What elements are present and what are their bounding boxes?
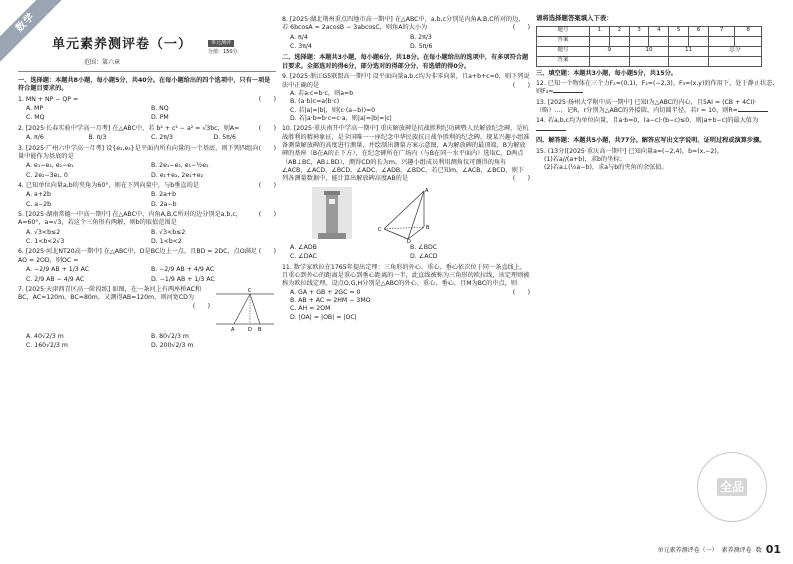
option: C. ∠DAC: [290, 253, 317, 261]
section-1-title: 一、选择题：本题共8小题，每小题5分，共40分。在每小题给出的四个选项中，只有一项是符合题目要求的。: [18, 77, 271, 93]
option: A. 40√2/3 m: [26, 332, 64, 340]
answer-cell[interactable]: [590, 36, 610, 46]
question-12: [536, 80, 782, 97]
section-2-title: 二、选择题：本题共3小题，每小题6分，共18分。在每小题给出的选项中，有多项符合题目要求。全部选对的得6分，部分选对的得部分分，有选错的得0分。: [282, 54, 529, 70]
option: A. MP: [26, 105, 44, 113]
scope-text: 范围：第六章: [84, 59, 121, 66]
option: C. 160√2/3 m: [26, 342, 68, 350]
option: D. e₁+e₂, 2e₁+e₂: [151, 171, 204, 179]
option: A. e₁−e₂, e₂−e₁: [26, 162, 74, 170]
monument-photo: [312, 187, 352, 239]
answer-cell[interactable]: [735, 36, 762, 46]
table-cell: 2: [609, 26, 629, 36]
label-b: B: [258, 326, 262, 332]
option: A. −2/9 AB + 1/3 AC: [26, 266, 90, 274]
question-4: [18, 182, 276, 209]
question-stem: 5. [2025·湖南常德一中高一期中] 在△ABC中，内角A,B,C所对的边分别是a,b,c，A=60°，a=√3，若这个三角形有两解，则b的取值范围是: [18, 211, 242, 227]
answer-table-title: 请将选择题答案填入下表：: [536, 14, 613, 22]
option: A. π/4: [290, 33, 308, 41]
section-4-title: 四、解答题：本题共5小题，共77分。解答应写出文字说明、证明过程或演算步骤。: [536, 137, 766, 145]
question-14: [536, 117, 782, 134]
score-badge: 单元测评: [208, 40, 234, 47]
option: C. 1<b<2√3: [26, 238, 65, 246]
footer-label: 单元素养测评卷（一）: [657, 546, 718, 554]
option: C. 2π/3: [151, 134, 173, 142]
option: A. ∠ADB: [290, 243, 317, 251]
answer-paren: ( ): [192, 302, 210, 310]
option: D. 200√2/3 m: [151, 342, 194, 350]
table-cell: 1: [590, 26, 610, 36]
option: D. −1/9 AB + 1/3 AC: [151, 275, 215, 283]
question-stem: 1. MN + NP − QP =: [18, 95, 79, 103]
answer-cell[interactable]: [708, 36, 734, 46]
option: C. 2/9 AB − 4/9 AC: [26, 275, 85, 283]
table-cell: 4: [649, 26, 669, 36]
option: B. −2/9 AB + 4/9 AC: [151, 266, 215, 274]
question-stem: 10. [2025·重庆南开中学高一期中] 重庆解放碑是抗战胜利纪功碑暨人民解放纪念碑，是抗战胜利的精神象征，是全国唯一一座纪念中华民族抗日战争胜利的纪念碑。现某兴趣小组准备测量解放碑的高度进行测量，并绘制出测量方案示意图，A为解放碑的最顶端，B为解放碑的基座（B在A的正下方），在纪念碑所在广场内（与B在同一水平面内）选取C，D两点（AB⊥BC，AB⊥BD），测得CD的长为m。兴趣小组成员利用测角仪可测得的角有∠ACB，∠ACD，∠BCD，∠ADC，∠ADB，∠BDC，若已知m，∠ACB，∠BCD，则下列各测量数据中，能计算出解放碑高度AB的是: [282, 125, 530, 183]
blank-line[interactable]: [536, 130, 566, 131]
label-c: C: [248, 287, 252, 294]
question-stem: 12. 已知一个物体在三个力F₁=(0,1)，F₂=(−2,3)，F₃=(x,y)的作用下，处于静止状态，则F₃=: [536, 80, 779, 96]
answer-cell[interactable]: [609, 36, 629, 46]
table-row: [537, 46, 762, 56]
blank-line[interactable]: [553, 92, 583, 93]
table-row: [537, 36, 762, 46]
option: D. 1<b<2: [151, 238, 182, 246]
question-5: [18, 211, 276, 246]
footer-book: 素养测评卷: [721, 546, 752, 554]
question-part: (1)若a//(a+b)，求b的坐标；: [544, 155, 626, 163]
answer-table: [536, 26, 762, 67]
answer-cell[interactable]: [669, 36, 689, 46]
question-9: [282, 73, 530, 123]
label-a: A: [231, 326, 235, 332]
option: A. √3<b≤2: [26, 228, 61, 236]
table-cell: 9: [590, 46, 630, 56]
answer-paren: ( ): [258, 181, 276, 189]
column-right: [536, 14, 782, 173]
table-cell: 5: [669, 26, 689, 36]
answer-paren: ( ): [512, 175, 530, 183]
label-d: D: [407, 238, 411, 243]
option: B. 2e₁−e₂, e₁−½e₂: [151, 162, 209, 170]
answer-paren: ( ): [512, 288, 530, 296]
table-cell: 8: [735, 26, 762, 36]
column-middle: [282, 14, 530, 322]
table-cell: 6: [689, 26, 709, 36]
page-title: 单元素养测评卷（一）: [52, 37, 193, 52]
option: C. 若|a|=|b|，则(c·(a−b))=0: [290, 106, 376, 114]
table-cell: 题号: [537, 46, 590, 56]
label-b: B: [426, 224, 430, 231]
question-stem: 11. 数学家欧拉在1765年提出定理：三角形的外心、重心、垂心依次位于同一条直线上，且重心到外心的距离是重心到垂心距离的一半，此直线被称为三角形的欧拉线，该定理则被称为欧拉线定理。设点O,G,H分别是△ABC的外心、重心、垂心，且M为BC的中点，则: [282, 263, 530, 288]
option: C. MQ: [26, 114, 45, 122]
question-3: [18, 145, 276, 180]
footer-subject: 数: [755, 546, 762, 554]
option: D. PM: [151, 114, 169, 122]
option: A. 若a·c=b·c，则a=b: [290, 89, 354, 97]
option: B. 2a+b: [151, 191, 177, 199]
option: B. π/3: [88, 134, 107, 142]
table-cell: 3: [629, 26, 649, 36]
option: B. 2π/3: [410, 33, 432, 41]
option: A. a+2b: [26, 191, 51, 199]
answer-paren: ( ): [258, 211, 276, 219]
table-cell: 题号: [537, 26, 590, 36]
title-block: [52, 36, 276, 74]
question-stem: 3. [2025·广州六中学高一月考] 设{e₁,e₂}是平面内所有向量的一个基底，则下列四组向量中能作为基底的是: [18, 144, 259, 160]
option: B. ∠BDC: [410, 243, 438, 251]
title-divider: [18, 71, 276, 72]
river-bridge-figure: [214, 286, 276, 332]
question-part: (2)若a⊥(½a−b)，求a与b的夹角的余弦值。: [544, 164, 668, 172]
blank-line[interactable]: [738, 111, 768, 112]
table-cell: 答案: [537, 56, 590, 66]
question-8: [282, 16, 530, 51]
answer-cell[interactable]: [629, 56, 669, 66]
stamp-text: 全品: [717, 478, 747, 496]
question-11: [282, 264, 530, 323]
question-6: [18, 248, 276, 283]
option: C. a−2b: [26, 200, 52, 208]
label-c: C: [378, 226, 382, 233]
question-stem: 7. [2025·天津西青区高一阶段练] 如图，在一条河上有两座桥AC和BC，AC=120m，BC=80m，又测得AB=120m，则河宽CD为: [18, 285, 202, 302]
question-1: [18, 96, 276, 123]
question-13: [536, 99, 782, 116]
question-7: [18, 286, 276, 351]
option: D. 5π/6: [213, 134, 236, 142]
table-cell: 7: [708, 26, 734, 36]
subject-label: 数学: [0, 0, 66, 62]
answer-paren: ( ): [258, 248, 276, 256]
option: B. AB + AC = 2HM − 3MO: [290, 296, 371, 304]
answer-cell[interactable]: [629, 36, 649, 46]
option: B. √3<b≤2: [151, 228, 186, 236]
question-10: [282, 125, 530, 261]
page-footer: [658, 543, 781, 558]
option: C. AH = 2OM: [290, 305, 331, 313]
answer-cell[interactable]: [689, 36, 709, 46]
question-stem: 15. (13分)[2025·重庆高一期中] 已知向量a=(−2,4)，b=(x,−2)。: [536, 147, 723, 155]
score-box: [208, 40, 238, 56]
question-15: [536, 148, 782, 173]
option: D. 2a−b: [151, 200, 177, 208]
question-stem: 14. 若a,b,c均为单位向量，且a·b=0，(a−c)·(b−c)≤0，则|a+b−c|的最大值为: [536, 117, 759, 125]
publisher-stamp: [697, 452, 767, 522]
question-stem: 8. [2025·湖北荆州重点四地市高一期中] 在△ABC中，a,b,c分别是内角A,B,C所对的边，若 6bcosA = 2acosB − 3abcosC，则角A的大小为: [282, 16, 525, 32]
question-stem: 4. 已知单位向量a,b的夹角为60°，则在下列向量中，与b垂直的是: [18, 181, 199, 189]
answer-cell[interactable]: [590, 56, 630, 66]
answer-paren: ( ): [258, 144, 276, 152]
table-cell: 10: [629, 46, 669, 56]
measurement-diagram: [378, 187, 442, 243]
score-points: 分值：150分: [208, 48, 238, 55]
option: B. NQ: [151, 105, 169, 113]
question-stem: 6. [2025·河北NT20高一期中] 在△ABC中，D是BC边上一点，且BD = 2DC，点O满足AO = 2OD，则OC =: [18, 248, 258, 264]
option: C. 3π/4: [290, 43, 312, 51]
label-d: D: [248, 326, 252, 332]
table-cell: 总分: [708, 46, 761, 56]
option: B. 80√2/3 m: [151, 332, 189, 340]
question-stem: 9. [2025·浙江G5联盟高一期中] 设平面向量a,b,c均为非零向量，且a+b+c=0，则下列说法中正确的是: [282, 73, 530, 89]
table-row: [537, 56, 762, 66]
answer-cell[interactable]: [669, 56, 709, 66]
answer-paren: ( ): [258, 124, 276, 132]
table-cell: 11: [669, 46, 709, 56]
option: A. π/6: [26, 134, 44, 142]
option: D. |OA| = |OB| = |OC|: [290, 313, 357, 321]
table-row: [537, 26, 762, 36]
answer-paren: ( ): [512, 81, 530, 89]
option: D. 若|a·b=b·c=c·a，则|a|=|b|=|c|: [290, 114, 392, 122]
option: C. 2e₂−3e₁, 0: [26, 171, 68, 179]
page-number: 01: [765, 543, 781, 557]
answer-cell[interactable]: [649, 36, 669, 46]
option: A. GA + GB + 2GC = 0: [290, 288, 361, 296]
question-stem: 13. [2025·扬州大学附中高一期中] 已知I为△ABC的内心，且5AI = (CB + 4CI)·（略）…，记R，r分别为△ABC的外接圆、内切圆半径，若r = 10，则R=: [536, 98, 757, 115]
section-3-title: 三、填空题：本题共3小题，每小题5分，共15分。: [536, 69, 677, 77]
column-left: [18, 14, 276, 351]
question-2: [18, 125, 276, 143]
table-cell: 答案: [537, 36, 590, 46]
answer-cell[interactable]: [708, 56, 761, 66]
option: B. (a·b)c=a(b·c): [290, 98, 340, 106]
question-stem: 2. [2025·长春实验中学高一月考] 在△ABC中，若 b² + c² − a² = √3bc，则A=: [18, 124, 240, 132]
answer-paren: ( ): [258, 95, 276, 103]
answer-paren: ( ): [512, 24, 530, 32]
option: D. ∠ACD: [410, 253, 438, 261]
option: D. 5π/6: [410, 43, 433, 51]
label-a: A: [425, 187, 429, 194]
